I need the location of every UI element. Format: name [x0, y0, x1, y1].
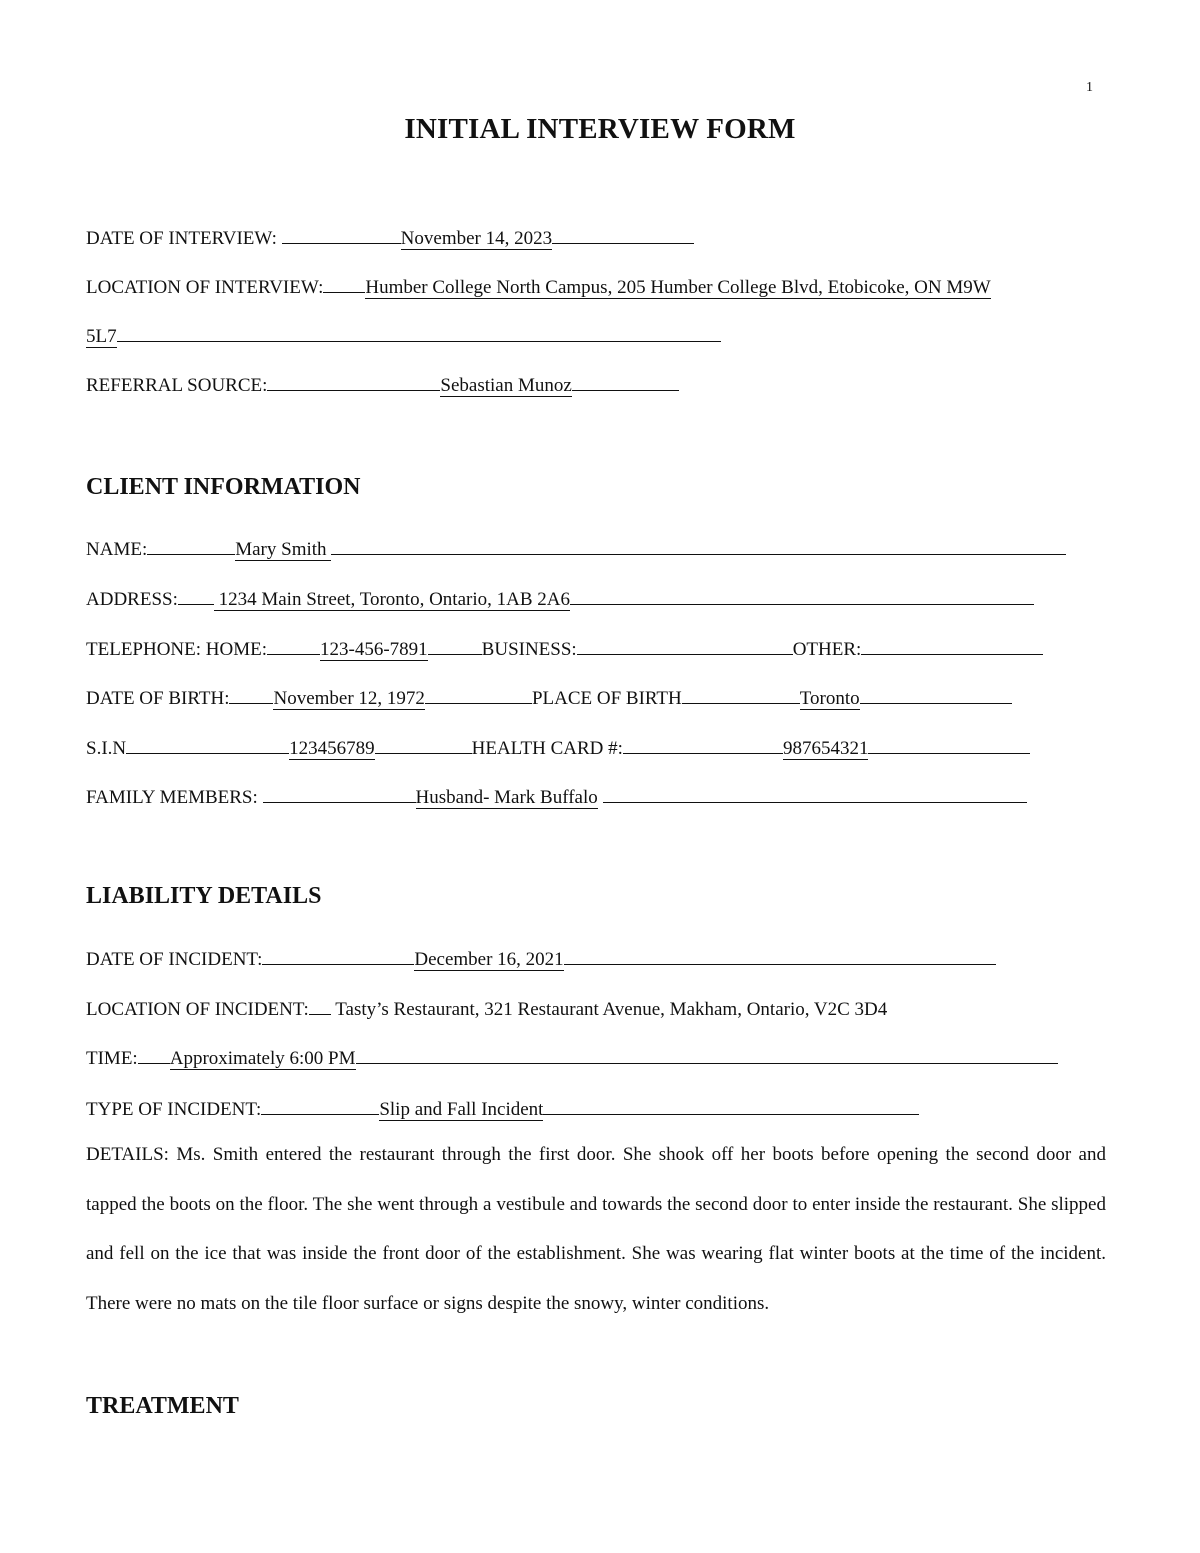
incident-date-value[interactable]: December 16, 2021 — [414, 949, 564, 970]
blank-line[interactable] — [178, 584, 214, 605]
incident-date-label: DATE OF INCIDENT: — [86, 949, 263, 970]
incident-time-value[interactable]: Approximately 6:00 PM — [169, 1048, 356, 1069]
health-card-label: HEALTH CARD #: — [471, 738, 623, 759]
blank-line[interactable] — [868, 733, 1030, 754]
sin-label: S.I.N — [86, 738, 127, 759]
incident-details-text[interactable]: Ms. Smith entered the restaurant through the first door. She shook off her boots before opening the second door and tapped the boots on the floor. The she went through a vestibule and towards the second door to enter inside the restaurant. She slipped and fell on the ice that was inside the front door of the establishment. She was wearing flat winter boots at the time of the incident. There were no mats on the tile floor surface or signs despite the snowy, winter conditions. — [86, 1144, 1106, 1314]
blank-line[interactable] — [262, 944, 414, 965]
health-card-value[interactable]: 987654321 — [782, 738, 869, 759]
sin-row — [86, 733, 1030, 761]
blank-line[interactable] — [309, 994, 331, 1015]
treatment-heading: TREATMENT — [86, 1393, 239, 1419]
incident-time-label: TIME: — [86, 1048, 138, 1069]
blank-line[interactable] — [577, 634, 793, 655]
interview-location-value[interactable]: Humber College North Campus, 205 Humber College Blvd, Etobicoke, ON M9W — [365, 277, 991, 298]
telephone-row — [86, 634, 1043, 662]
blank-line[interactable] — [564, 944, 996, 965]
name-label: NAME: — [86, 539, 148, 560]
blank-line[interactable] — [375, 733, 472, 754]
incident-location-label: LOCATION OF INCIDENT: — [86, 999, 309, 1020]
incident-details-label: DETAILS: — [86, 1144, 169, 1165]
incident-location-row — [86, 994, 887, 1022]
blank-line[interactable] — [543, 1094, 919, 1115]
name-row — [86, 534, 1066, 562]
blank-line[interactable] — [861, 634, 1043, 655]
blank-line[interactable] — [147, 534, 235, 555]
family-value[interactable]: Husband- Mark Buffalo — [415, 787, 598, 808]
liability-details-heading: LIABILITY DETAILS — [86, 883, 322, 909]
interview-date-label: DATE OF INTERVIEW: — [86, 228, 282, 249]
blank-line[interactable] — [860, 683, 1012, 704]
blank-line[interactable] — [356, 1043, 1058, 1064]
pob-value[interactable]: Toronto — [799, 688, 860, 709]
telephone-label: TELEPHONE: HOME: — [86, 639, 268, 660]
interview-date-row — [86, 223, 694, 251]
incident-location-value[interactable]: Tasty’s Restaurant, 321 Restaurant Avenue, Makham, Ontario, V2C 3D4 — [330, 999, 888, 1020]
blank-line[interactable] — [682, 683, 800, 704]
address-value[interactable]: 1234 Main Street, Toronto, Ontario, 1AB 2A6 — [213, 589, 570, 610]
blank-line[interactable] — [603, 782, 1027, 803]
page-number: 1 — [1086, 80, 1093, 95]
interview-location-row — [86, 272, 991, 300]
business-label: BUSINESS: — [481, 639, 577, 660]
name-value[interactable]: Mary Smith — [235, 539, 332, 560]
incident-type-row — [86, 1094, 919, 1122]
sin-value[interactable]: 123456789 — [289, 738, 375, 759]
blank-line[interactable] — [229, 683, 273, 704]
blank-line[interactable] — [428, 634, 482, 655]
interview-date-value[interactable]: November 14, 2023 — [400, 228, 553, 249]
dob-label: DATE OF BIRTH: — [86, 688, 230, 709]
blank-line[interactable] — [267, 634, 320, 655]
birth-row — [86, 683, 1012, 711]
family-label: FAMILY MEMBERS: — [86, 787, 263, 808]
interview-location-cont-row — [86, 321, 721, 349]
pob-label: PLACE OF BIRTH — [531, 688, 682, 709]
interview-location-value-cont[interactable]: 5L7 — [86, 326, 117, 347]
dob-value[interactable]: November 12, 1972 — [273, 688, 425, 709]
incident-date-row — [86, 944, 996, 972]
blank-line[interactable] — [282, 223, 401, 244]
blank-line[interactable] — [126, 733, 289, 754]
blank-line[interactable] — [261, 1094, 379, 1115]
blank-line[interactable] — [623, 733, 783, 754]
other-label: OTHER: — [792, 639, 862, 660]
referral-value[interactable]: Sebastian Munoz — [440, 375, 572, 396]
incident-time-row — [86, 1043, 1058, 1071]
incident-type-label: TYPE OF INCIDENT: — [86, 1099, 262, 1120]
address-label: ADDRESS: — [86, 589, 178, 610]
referral-row — [86, 370, 679, 398]
blank-line[interactable] — [331, 534, 1066, 555]
family-row — [86, 782, 1027, 810]
blank-line[interactable] — [267, 370, 440, 391]
blank-line[interactable] — [425, 683, 532, 704]
blank-line[interactable] — [552, 223, 694, 244]
telephone-home-value[interactable]: 123-456-7891 — [320, 639, 428, 660]
blank-line[interactable] — [138, 1043, 170, 1064]
blank-line[interactable] — [572, 370, 679, 391]
client-information-heading: CLIENT INFORMATION — [86, 474, 361, 500]
blank-line[interactable] — [117, 321, 721, 342]
incident-details-paragraph — [86, 1130, 1106, 1328]
referral-label: REFERRAL SOURCE: — [86, 375, 268, 396]
blank-line[interactable] — [323, 272, 365, 293]
interview-location-label: LOCATION OF INTERVIEW: — [86, 277, 324, 298]
blank-line[interactable] — [570, 584, 1034, 605]
incident-type-value[interactable]: Slip and Fall Incident — [379, 1099, 544, 1120]
blank-line[interactable] — [263, 782, 416, 803]
address-row — [86, 584, 1034, 612]
form-title: INITIAL INTERVIEW FORM — [404, 113, 796, 145]
